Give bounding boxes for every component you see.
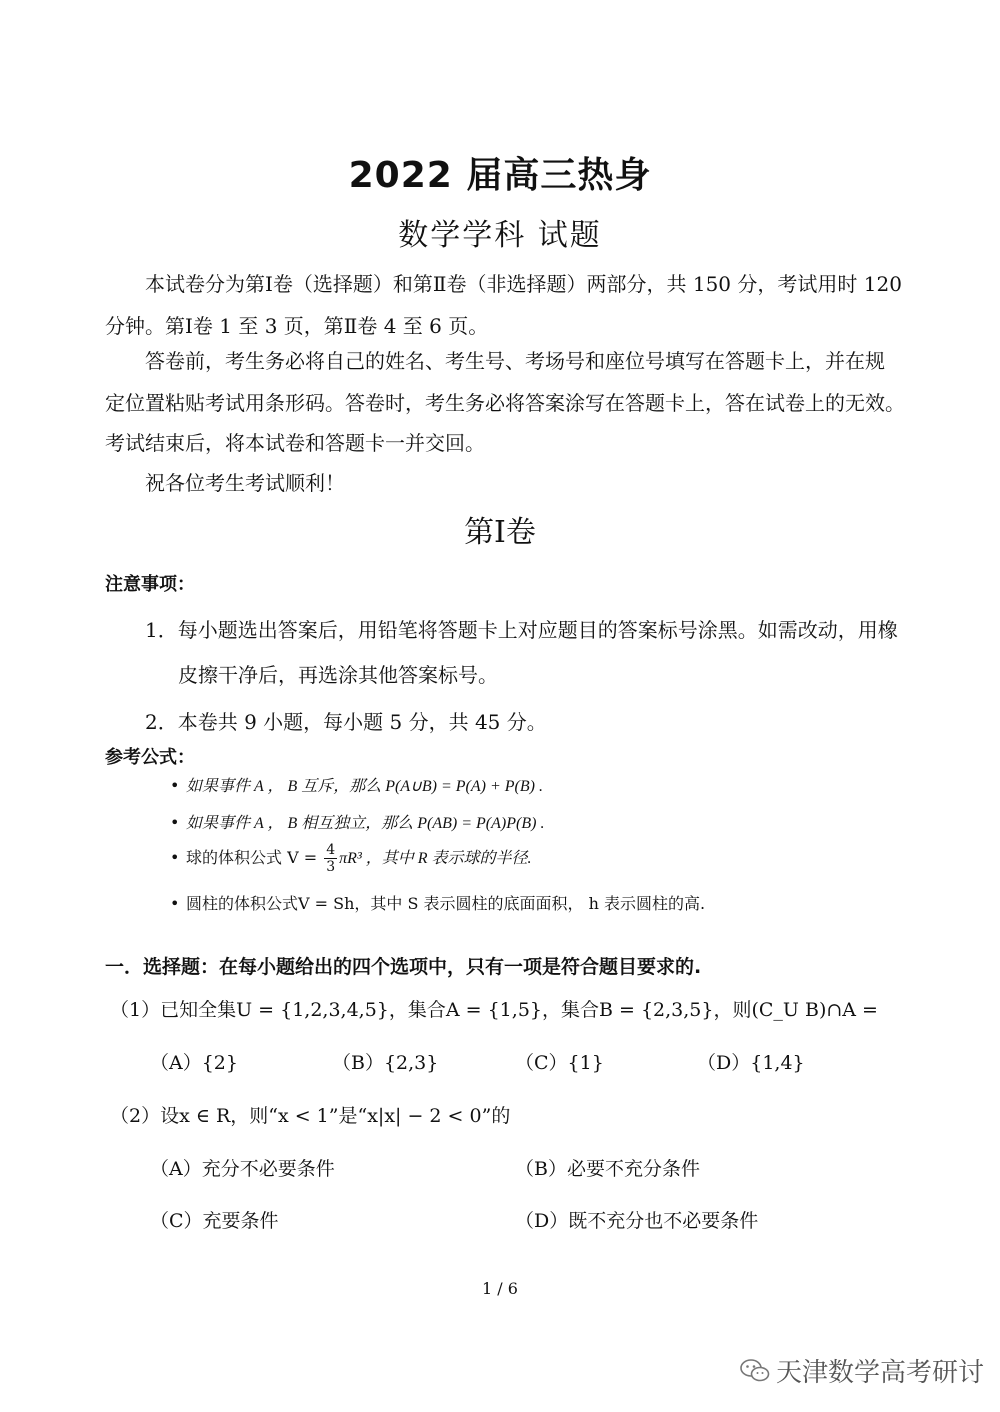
formula-independent [170, 810, 544, 833]
intro-para1-line2: 分钟。第Ⅰ卷 1 至 3 页，第Ⅱ卷 4 至 6 页。 [105, 314, 489, 338]
question-2-option-c: （C）充要条件 [150, 1210, 279, 1232]
fraction-denominator: 3 [326, 859, 336, 875]
question-2-option-b: （B）必要不充分条件 [515, 1158, 700, 1180]
question-1-option-b: （B）{2,3} [332, 1052, 439, 1074]
formula-1-text: 如果事件 A ， B 互斥，那么 P(A∪B) = P(A) + P(B) . [186, 778, 543, 795]
volume-title: 第Ⅰ卷 [464, 515, 536, 550]
page-subtitle: 数学学科 试题 [398, 218, 602, 253]
question-1-option-d: （D）{1,4} [697, 1052, 805, 1074]
page-number: 1 / 6 [482, 1279, 518, 1298]
question-2-option-a: （A）充分不必要条件 [150, 1158, 335, 1180]
watermark-text: 天津数学高考研讨 [776, 1358, 985, 1388]
question-1-option-a: （A）{2} [150, 1052, 238, 1074]
formula-3-fraction [324, 842, 337, 875]
question-2-stem: （2）设x ∈ R，则“x < 1”是“x|x| − 2 < 0”的 [110, 1105, 511, 1127]
formula-3-suffix: πR³ ，其中 R 表示球的半径. [339, 850, 532, 867]
watermark [740, 1352, 984, 1389]
formula-2-text: 如果事件 A ， B 相互独立，那么 P(AB) = P(A)P(B) . [186, 815, 545, 832]
notes-item2: 2．本卷共 9 小题，每小题 5 分，共 45 分。 [145, 710, 547, 734]
intro-para2-line2: 定位置粘贴考试用条形码。答卷时，考生务必将答案涂写在答题卡上，答在试卷上的无效。 [105, 391, 905, 415]
page-title: 2022 届高三热身 [348, 155, 652, 196]
bullet-icon: • [170, 813, 180, 832]
question-1-stem: （1）已知全集U = {1,2,3,4,5}，集合A = {1,5}，集合B = {2,3,5}，则(C_U B)∩A = [110, 999, 878, 1021]
fraction-numerator: 4 [326, 842, 336, 858]
formulas-heading: 参考公式： [105, 747, 195, 768]
formula-sphere-volume [170, 842, 532, 875]
intro-para2-line3: 考试结束后，将本试卷和答题卡一并交回。 [105, 431, 485, 455]
wechat-icon [740, 1358, 770, 1384]
intro-wish: 祝各位考生考试顺利！ [145, 471, 345, 495]
question-2-option-d: （D）既不充分也不必要条件 [515, 1210, 759, 1232]
bullet-icon: • [170, 776, 180, 795]
notes-item1-line1: 1．每小题选出答案后，用铅笔将答题卡上对应题目的答案标号涂黑。如需改动，用橡 [145, 618, 898, 642]
formula-cylinder-volume [170, 891, 705, 914]
notes-heading: 注意事项： [105, 574, 195, 595]
intro-para2-line1: 答卷前，考生务必将自己的姓名、考生号、考场号和座位号填写在答题卡上，并在规 [145, 349, 885, 373]
question-1-option-c: （C）{1} [515, 1052, 604, 1074]
formula-mutually-exclusive [170, 773, 543, 796]
bullet-icon: • [170, 894, 180, 913]
section1-heading: 一．选择题：在每小题给出的四个选项中，只有一项是符合题目要求的. [105, 956, 702, 978]
notes-item1-line2: 皮擦干净后，再选涂其他答案标号。 [178, 663, 498, 687]
intro-para1-line1: 本试卷分为第Ⅰ卷（选择题）和第Ⅱ卷（非选择题）两部分，共 150 分，考试用时 120 [145, 272, 902, 296]
bullet-icon: • [170, 848, 180, 867]
formula-3-prefix: 球的体积公式 V = [186, 848, 318, 867]
formula-4-text: 圆柱的体积公式V = Sh，其中 S 表示圆柱的底面面积， h 表示圆柱的高. [186, 894, 706, 913]
